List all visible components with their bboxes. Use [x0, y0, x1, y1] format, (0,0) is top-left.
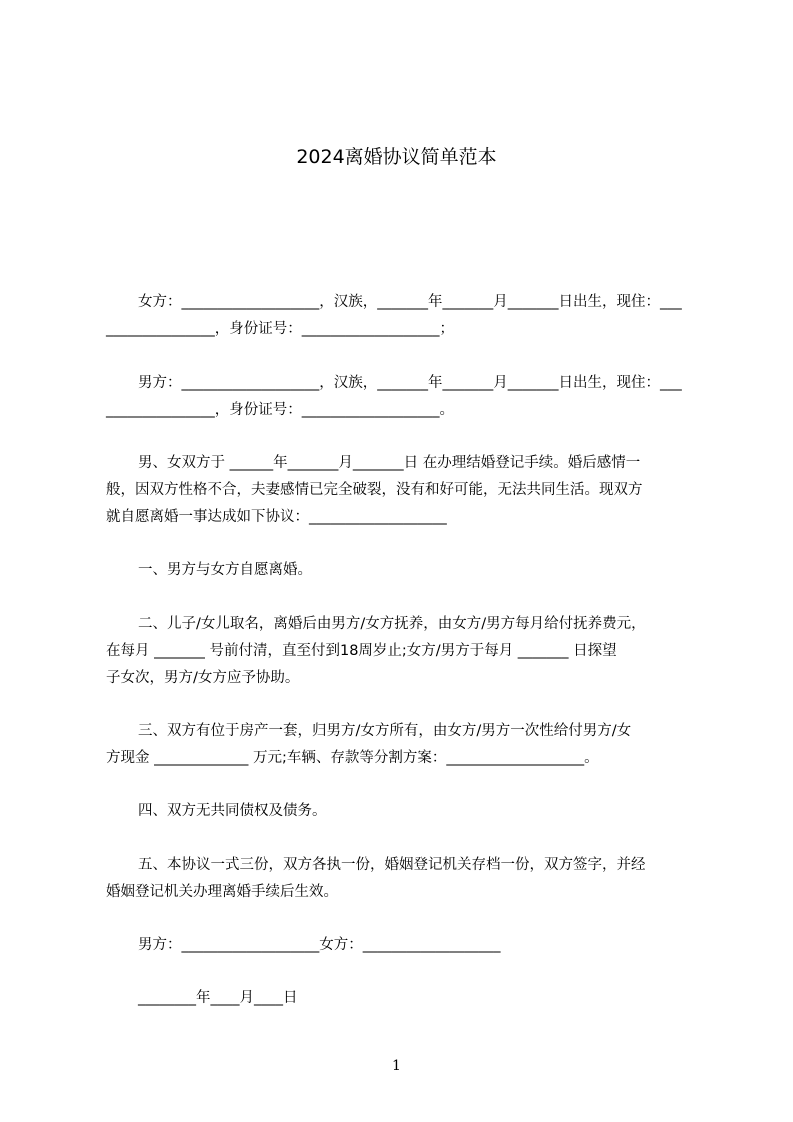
preamble-line-1: 男、女双方于 ______年_______月_______日 在办理结婚登记手续。婚后感情一 [138, 455, 641, 471]
clause-2-line-1: 二、儿子/女儿取名，离婚后由男方/女方抚养，由女方/男方每月给付抚养费元， [138, 616, 646, 632]
male-party-line: 男方：___________________，汉族，_______年_______月_______日出生，现住：___ [138, 375, 682, 391]
preamble-line-3: 就自愿离婚一事达成如下协议：___________________ [106, 509, 447, 525]
clause-3-line-2: 方现金 _____________ 万元;车辆、存款等分割方案：___________________。 [106, 750, 599, 766]
preamble-line-2: 般，因双方性格不合，夫妻感情已完全破裂，没有和好可能，无法共同生活。现双方 [106, 482, 643, 498]
clause-4: 四、双方无共同债权及债务。 [138, 803, 327, 819]
clause-3-line-1: 三、双方有位于房产一套，归男方/女方所有，由女方/男方一次性给付男方/女 [138, 723, 632, 739]
page-number: 1 [392, 1058, 401, 1074]
female-party-id-line: _______________，身份证号：___________________； [106, 321, 454, 337]
clause-2-line-2: 在每月 _______ 号前付清，直至付到18周岁止;女方/男方于每月 _______ 日探望 [106, 643, 617, 659]
clause-5-line-2: 婚姻登记机关办理离婚手续后生效。 [106, 884, 338, 900]
clause-5-line-1: 五、本协议一式三份，双方各执一份，婚姻登记机关存档一份，双方签字，并经 [138, 857, 646, 873]
clause-2-line-3: 子女次，男方/女方应予协助。 [106, 670, 300, 686]
signature-line: 男方：___________________女方：___________________ [138, 937, 501, 953]
document-title: 2024离婚协议简单范本 [296, 146, 497, 168]
male-party-id-line: _______________，身份证号：___________________。 [106, 402, 454, 418]
female-party-line: 女方：___________________，汉族，_______年_______月_______日出生，现住：___ [138, 294, 682, 310]
date-line: ________年____月____日 [138, 990, 298, 1006]
clause-1: 一、男方与女方自愿离婚。 [138, 562, 312, 578]
